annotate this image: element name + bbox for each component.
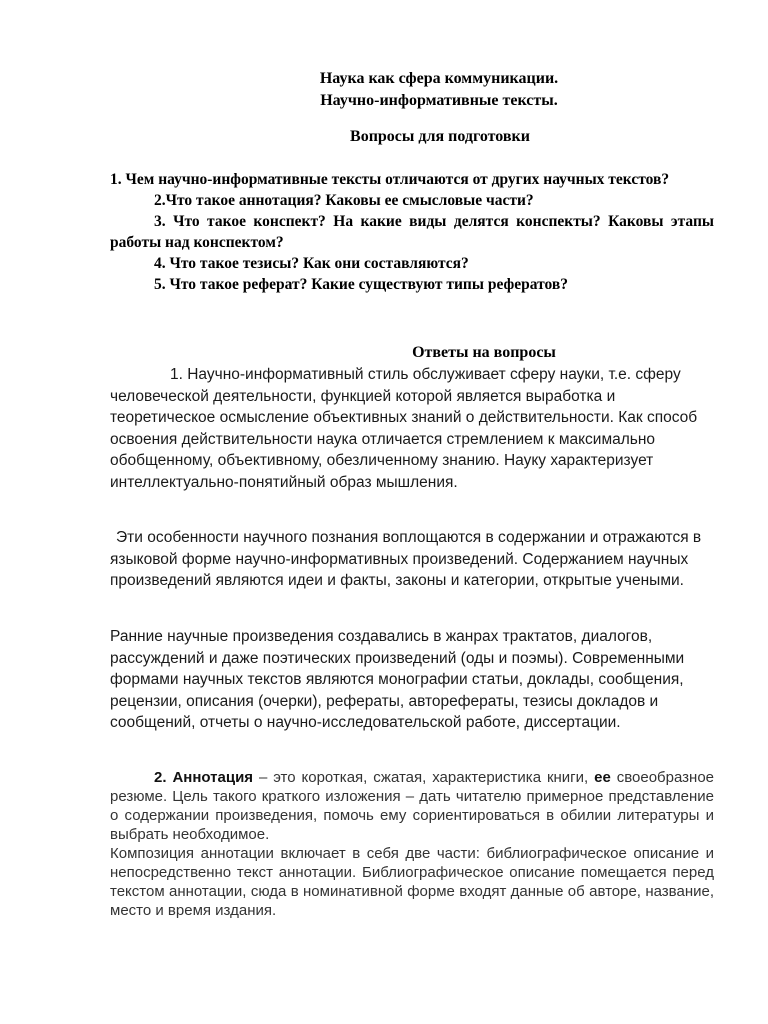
answer-2-number: 2.: [154, 769, 167, 786]
answer-2-definition: – это короткая, сжатая, характеристика книги,: [253, 769, 595, 786]
questions-heading: Вопросы для подготовки: [350, 128, 530, 145]
question-3: 3. Что такое конспект? На какие виды делятся конспекты? Каковы этапы работы над конспектом?: [110, 213, 714, 251]
answers-heading: Ответы на вопросы: [412, 344, 556, 361]
answer-1-paragraph-2-text: Эти особенности научного познания воплощаются в содержании и отражаются в языковой форме научно-информативных произведений. Содержанием научных произведений являются идеи и факты, законы и категории, открытые учеными.: [110, 529, 702, 589]
question-1: 1. Чем научно-информативные тексты отличаются от других научных текстов?: [110, 171, 670, 188]
answer-1-paragraph-2: [110, 527, 714, 592]
answer-1-paragraph: 1. Научно-информативный стиль обслуживает сферу науки, т.е. сферу человеческой деятельности, функцией которой является выработка и теоретическое осмысление объективных знаний о действительности. Как способ освоения действительности наука отличается стремлением к максимально обобщенному, объективному, обезличенному знанию. Науку характеризует интеллектуально-понятийный образ мышления.: [110, 366, 698, 491]
answer-2: [110, 768, 714, 920]
questions-list: [110, 169, 714, 295]
answer-1-paragraph-3-text: Ранние научные произведения создавались в жанрах трактатов, диалогов, рассуждений и даже поэтических произведений (оды и поэмы). Современными формами научных текстов являются монографии статьи, доклады, сообщения, рецензии, описания (очерки), рефераты, авторефераты, тезисы докладов и сообщений, отчеты о научно-исследовательской работе, диссертации.: [110, 628, 685, 731]
answer-2-paragraph-2: Композиция аннотации включает в себя две части: библиографическое описание и непосредственно текст аннотации. Библиографическое описание помещается перед текстом аннотации, сюда в номинативной форме входят данные об авторе, название, место и время издания.: [110, 845, 714, 919]
title-line-2: Научно-информативные тексты.: [320, 92, 558, 109]
answer-2-term: Аннотация: [172, 769, 254, 786]
question-4: 4. Что такое тезисы? Как они составляются?: [154, 255, 469, 272]
document-title: [0, 68, 768, 112]
answer-1: [110, 364, 714, 493]
answer-2-rest: своеобразное резюме. Цель такого краткого изложения – дать читателю примерное представление о содержании произведения, помочь ему сориентироваться в обилии литературы и выбрать необходимое.: [110, 769, 715, 843]
title-line-1: Наука как сфера коммуникации.: [319, 70, 559, 87]
answer-1-paragraph-3: [110, 626, 714, 734]
answer-2-paragraph: [110, 768, 714, 844]
question-5: 5. Что такое реферат? Какие существуют типы рефератов?: [154, 276, 568, 293]
answer-2-ee: ее: [594, 769, 611, 786]
question-2: 2.Что такое аннотация? Каковы ее смысловые части?: [154, 192, 534, 209]
